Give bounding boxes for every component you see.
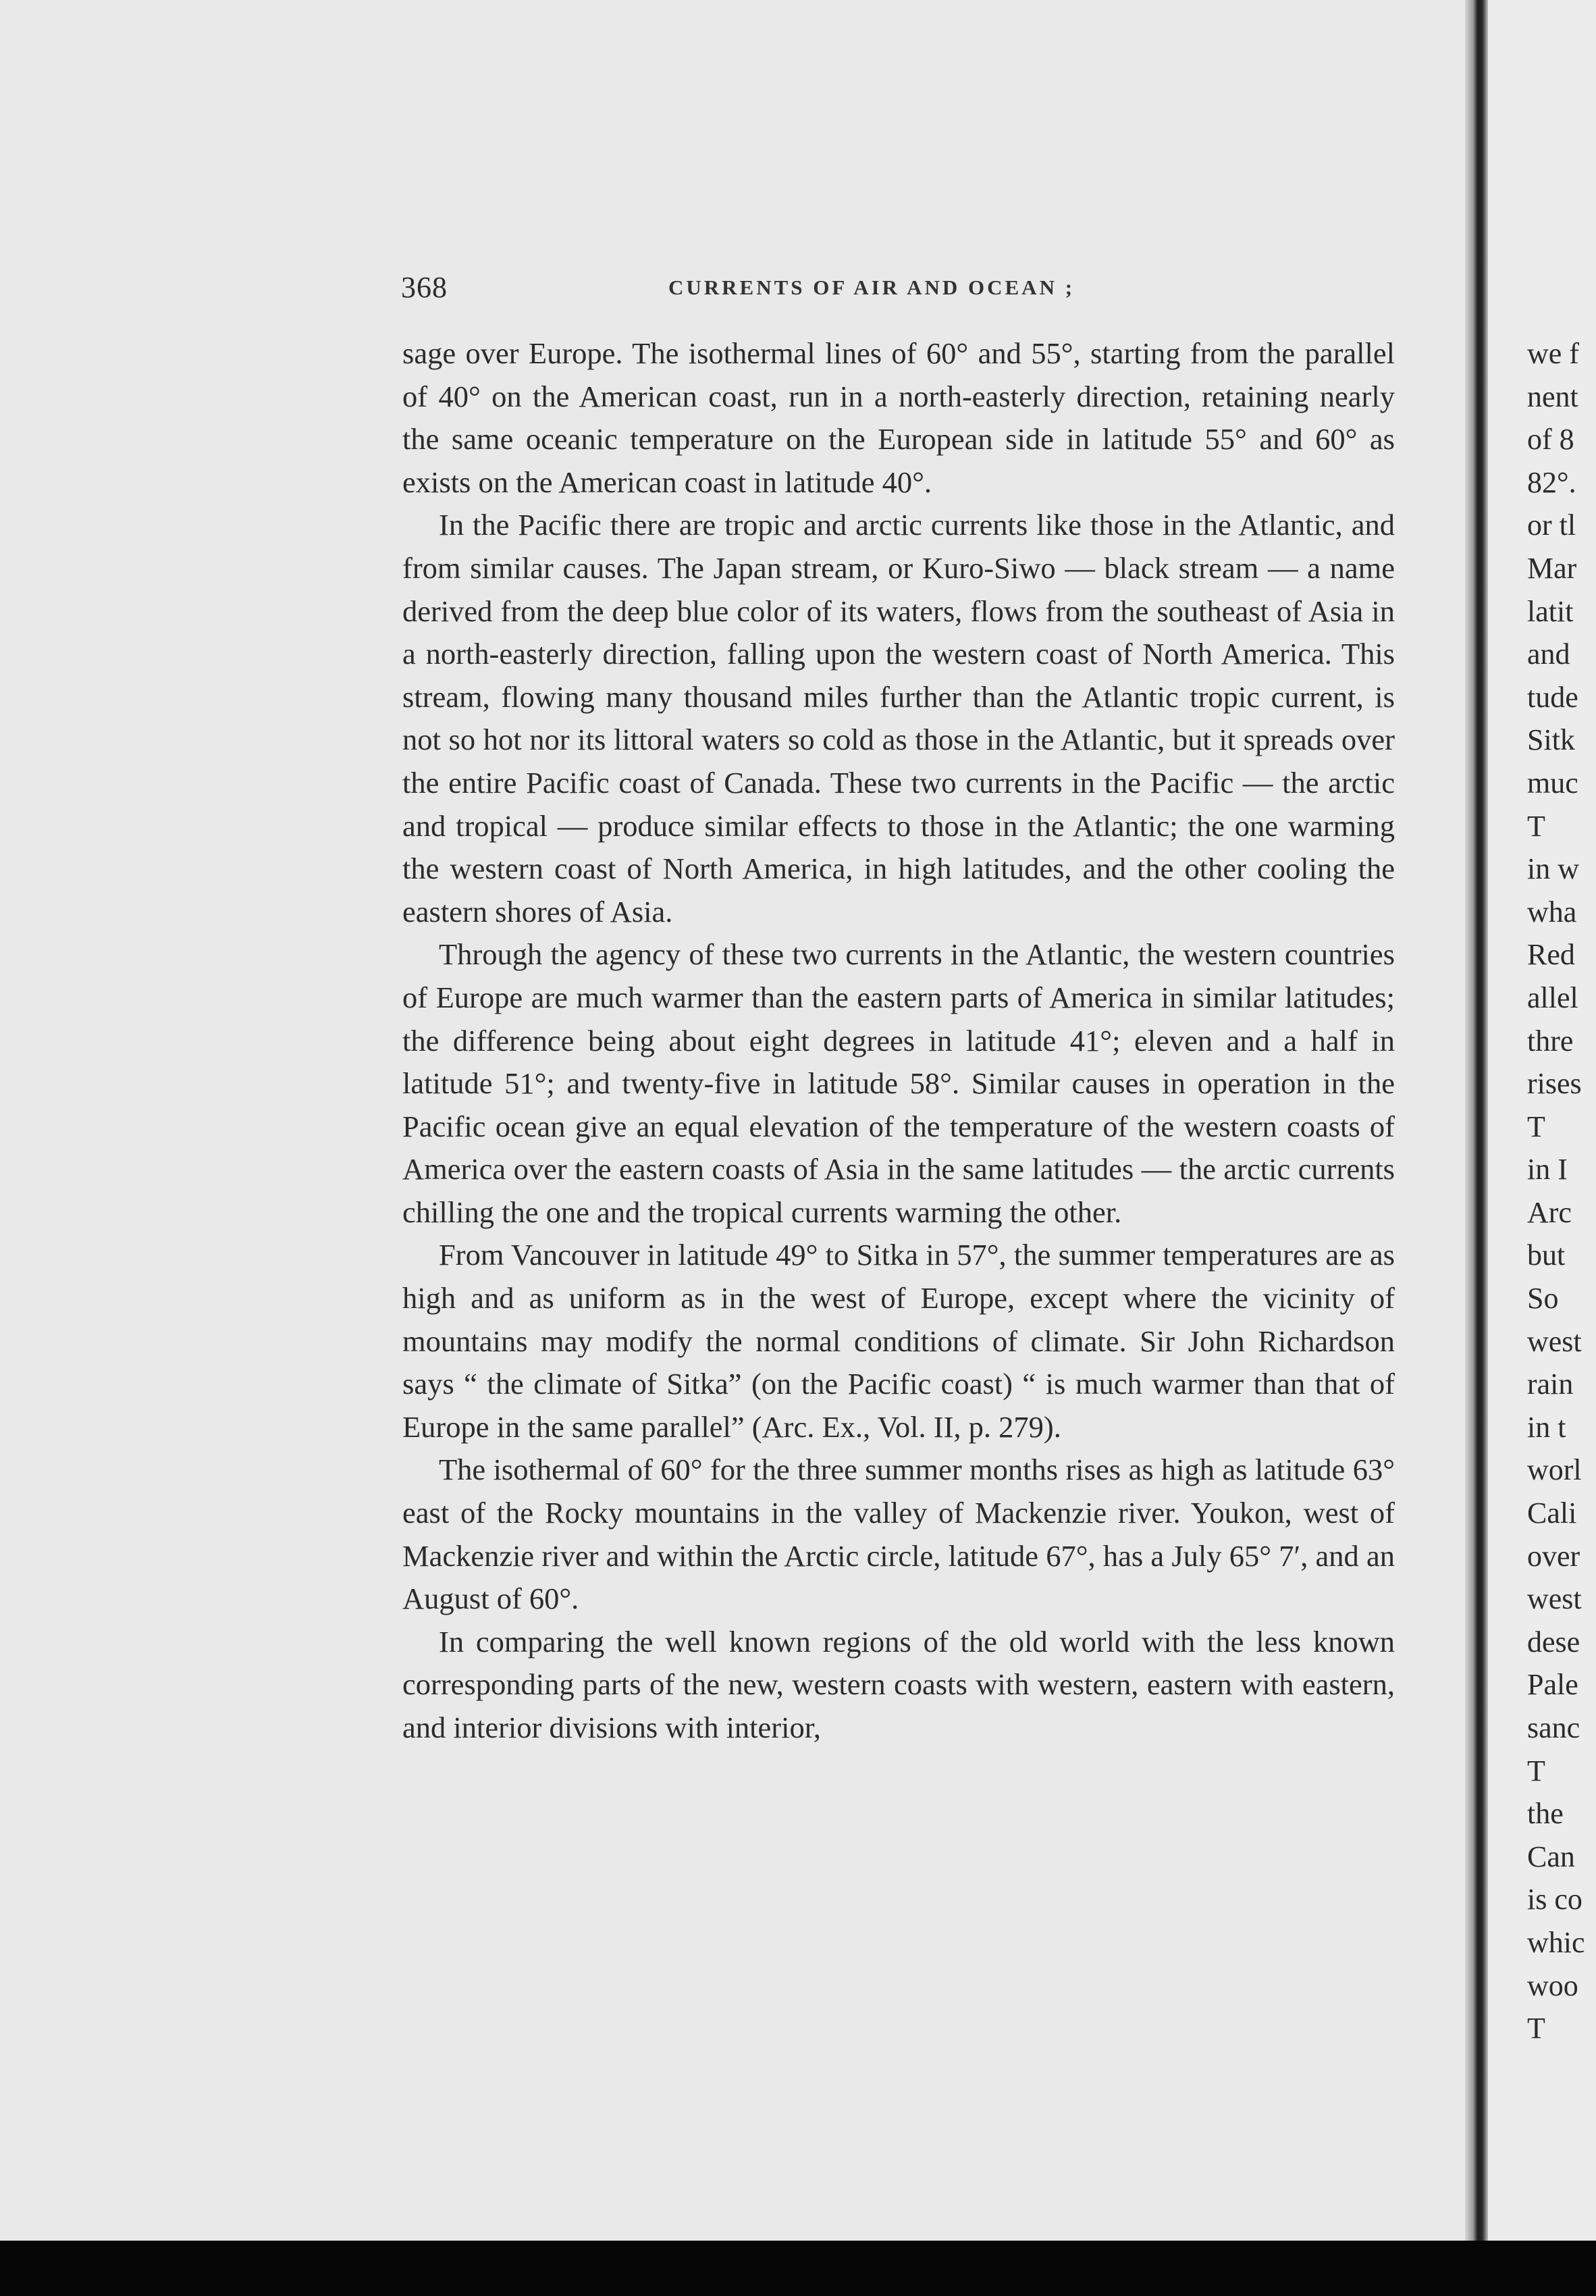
right-page-line: but xyxy=(1527,1238,1566,1272)
right-page-line: of 8 xyxy=(1527,423,1574,456)
right-page-line: wha xyxy=(1527,895,1577,929)
right-page-line: west xyxy=(1527,1324,1582,1358)
right-page-line: T xyxy=(1527,2012,1545,2045)
right-page-line: Mar xyxy=(1527,551,1577,585)
right-page-line: woo xyxy=(1527,1968,1578,2002)
right-page-line: T xyxy=(1527,809,1545,843)
right-page-line: rises xyxy=(1527,1067,1582,1101)
right-page-line: dese xyxy=(1527,1625,1580,1659)
right-page-line: Sitk xyxy=(1527,723,1575,757)
right-page-line: So xyxy=(1527,1282,1559,1315)
right-page-line: the xyxy=(1527,1797,1564,1831)
right-page-line: nent xyxy=(1527,380,1578,413)
right-page-line: in t xyxy=(1527,1410,1566,1444)
right-page-line: T xyxy=(1527,1110,1545,1143)
scan-border xyxy=(0,2241,1596,2296)
right-page-line: 82°. xyxy=(1527,465,1576,499)
right-page-line: Pale xyxy=(1527,1668,1578,1702)
right-page-line: muc xyxy=(1527,766,1578,800)
right-page-line: thre xyxy=(1527,1024,1574,1058)
paragraph: sage over Europe. The isothermal lines of 60° and 55°, starting from the parallel of 40° on the American coast, run in a north-easterly direction, retaining nearly the same oceanic temperature on the European side in latitude 55° and 60° as exists on the American coast in latitude 40°. xyxy=(402,336,1395,499)
right-page-line: worl xyxy=(1527,1453,1582,1487)
right-page-line: and xyxy=(1527,637,1570,671)
right-page-line: in I xyxy=(1527,1153,1568,1186)
paragraph: The isothermal of 60° for the three summer months rises as high as latitude 63° east of the Rocky mountains in the valley of Mackenzie river. Youkon, west of Mackenzie river and within the Arctic circle, latitude 67°, has a July 65° 7′, and an August of 60°. xyxy=(402,1453,1395,1616)
running-title: CURRENTS OF AIR AND OCEAN ; xyxy=(668,276,1075,299)
right-page-line: rain xyxy=(1527,1367,1574,1401)
right-page-line: is co xyxy=(1527,1883,1582,1916)
right-page-text xyxy=(1527,332,1596,2050)
right-page-line: we f xyxy=(1527,337,1579,370)
right-page-line: T xyxy=(1527,1754,1545,1788)
page-number: 368 xyxy=(401,271,448,304)
book-gutter xyxy=(1465,0,1488,2241)
running-head xyxy=(401,270,1393,311)
right-page-line: Arc xyxy=(1527,1195,1572,1229)
right-page-line: Can xyxy=(1527,1840,1575,1873)
right-page-line: over xyxy=(1527,1539,1580,1573)
right-page-line: or tl xyxy=(1527,508,1576,542)
paragraph: Through the agency of these two currents in the Atlantic, the western countries of Europe are much warmer than the eastern parts of America in similar latitudes; the difference being about eight degrees in latitude 41°; eleven and a half in latitude 51°; and twenty-five in latitude 58°. Similar causes in operation in the Pacific ocean give an equal elevation of the temperature of the western coasts of America over the eastern coasts of Asia in the same latitudes — the arctic currents chilling the one and the tropical currents warming the other. xyxy=(402,937,1395,1229)
right-page-line: Cali xyxy=(1527,1496,1577,1530)
paragraph: In comparing the well known regions of the old world with the less known corresponding parts of the new, western coasts with western, eastern with eastern, and interior divisions with interior, xyxy=(402,1624,1395,1744)
right-page-line: whic xyxy=(1527,1925,1585,1959)
paragraph: From Vancouver in latitude 49° to Sitka in 57°, the summer temperatures are as high and as uniform as in the west of Europe, except where the vicinity of mountains may modify the normal conditions of climate. Sir John Richardson says “ the climate of Sitka” (on the Pacific coast) “ is much warmer than that of Europe in the same parallel” (Arc. Ex., Vol. II, p. 279). xyxy=(402,1238,1395,1444)
right-page-line: in w xyxy=(1527,852,1579,886)
right-page-line: sanc xyxy=(1527,1711,1580,1744)
right-page-line: tude xyxy=(1527,680,1578,714)
right-page-line: west xyxy=(1527,1582,1582,1616)
right-page-line: allel xyxy=(1527,981,1578,1014)
body-text xyxy=(402,332,1395,1750)
right-page-line: Red xyxy=(1527,938,1575,972)
right-page-line: latit xyxy=(1527,594,1574,628)
paragraph: In the Pacific there are tropic and arctic currents like those in the Atlantic, and from similar causes. The Japan stream, or Kuro-Siwo — black stream — a name derived from the deep blue color of its waters, flows from the southeast of Asia in a north-easterly direction, falling upon the western coast of North America. This stream, flowing many thousand miles further than the Atlantic tropic current, is not so hot nor its littoral waters so cold as those in the Atlantic, but it spreads over the entire Pacific coast of Canada. These two currents in the Pacific — the arctic and tropical — produce similar effects to those in the Atlantic; the one warming the western coast of North America, in high latitudes, and the other cooling the eastern shores of Asia. xyxy=(402,508,1395,929)
